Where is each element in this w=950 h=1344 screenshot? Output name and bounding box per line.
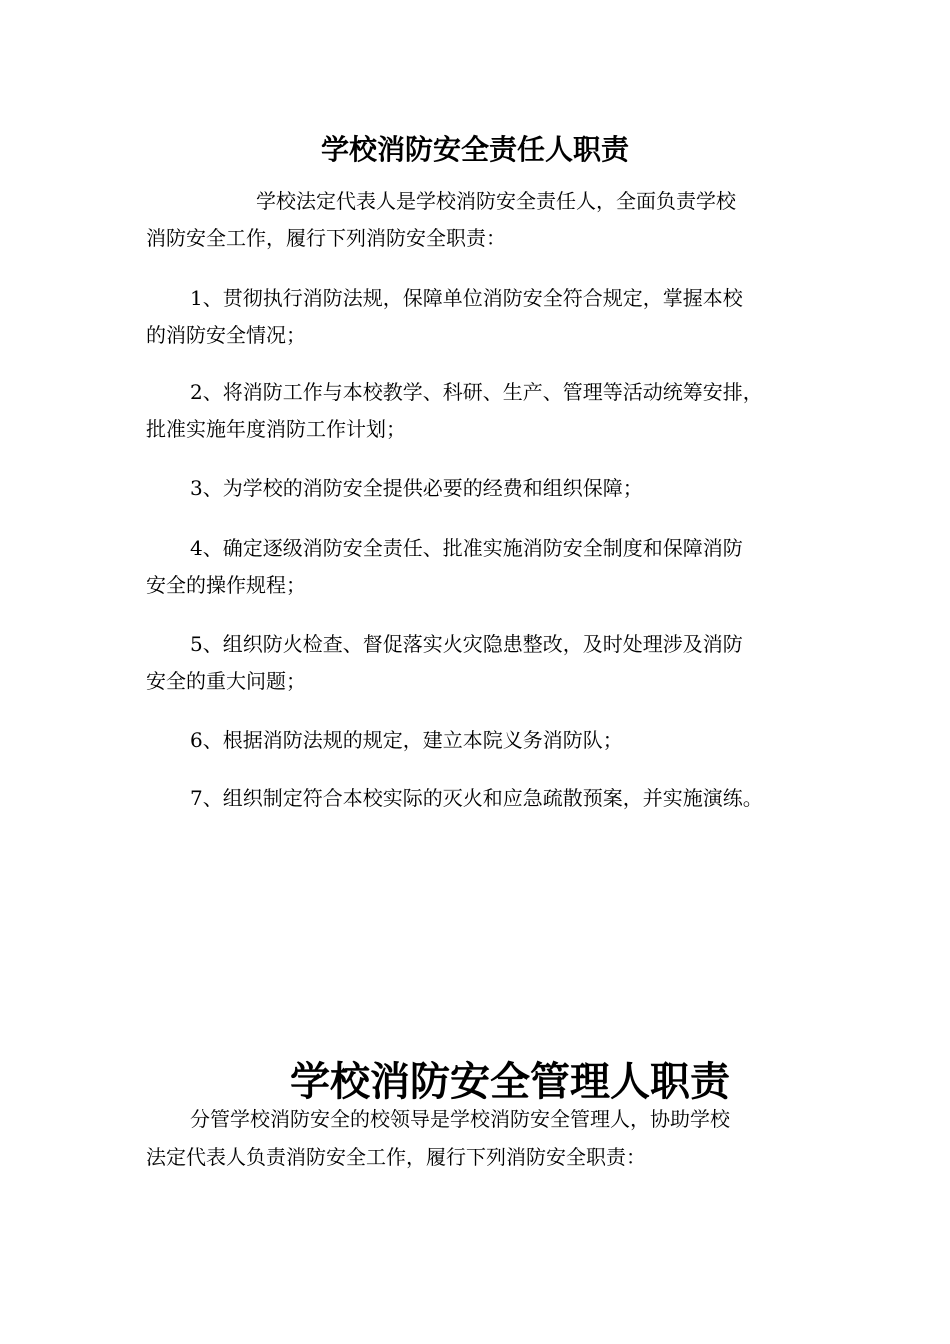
section1-intro-line1: 学校法定代表人是学校消防安全责任人，全面负责学校	[256, 189, 736, 213]
section1-intro-line2: 消防安全工作，履行下列消防安全职责：	[146, 226, 506, 250]
section2-title: 学校消防安全管理人职责	[290, 1058, 730, 1105]
duty-item-continuation: 的消防安全情况；	[146, 323, 306, 347]
duty-item-text: 7、组织制定符合本校实际的灭火和应急疏散预案，并实施演练。	[190, 786, 763, 810]
duty-item-6	[146, 722, 816, 759]
duty-item-continuation: 批准实施年度消防工作计划；	[146, 417, 406, 441]
duty-item-continuation: 安全的重大问题；	[146, 669, 306, 693]
section2-intro-line2: 法定代表人负责消防安全工作，履行下列消防安全职责：	[146, 1145, 646, 1169]
section1-intro	[146, 183, 806, 257]
duty-item-text: 1、贯彻执行消防法规，保障单位消防安全符合规定，掌握本校	[190, 286, 743, 310]
duty-item-text: 2、将消防工作与本校教学、科研、生产、管理等活动统筹安排，	[190, 380, 763, 404]
duty-item-text: 3、为学校的消防安全提供必要的经费和组织保障；	[190, 476, 643, 500]
section2-intro	[146, 1100, 806, 1176]
duty-item-3	[146, 470, 816, 507]
duty-item-text: 6、根据消防法规的规定，建立本院义务消防队；	[190, 728, 623, 752]
section1-title: 学校消防安全责任人职责	[320, 133, 629, 166]
duty-item-7	[146, 780, 816, 817]
duty-item-continuation: 安全的操作规程；	[146, 573, 306, 597]
section2-intro-line1: 分管学校消防安全的校领导是学校消防安全管理人，协助学校	[190, 1107, 730, 1131]
duty-item-text: 4、确定逐级消防安全责任、批准实施消防安全制度和保障消防	[190, 536, 743, 560]
duty-item-5	[146, 626, 816, 700]
duty-item-text: 5、组织防火检查、督促落实火灾隐患整改，及时处理涉及消防	[190, 632, 743, 656]
duty-item-2	[146, 374, 816, 448]
duty-item-4	[146, 530, 816, 604]
duty-item-1	[146, 280, 816, 354]
